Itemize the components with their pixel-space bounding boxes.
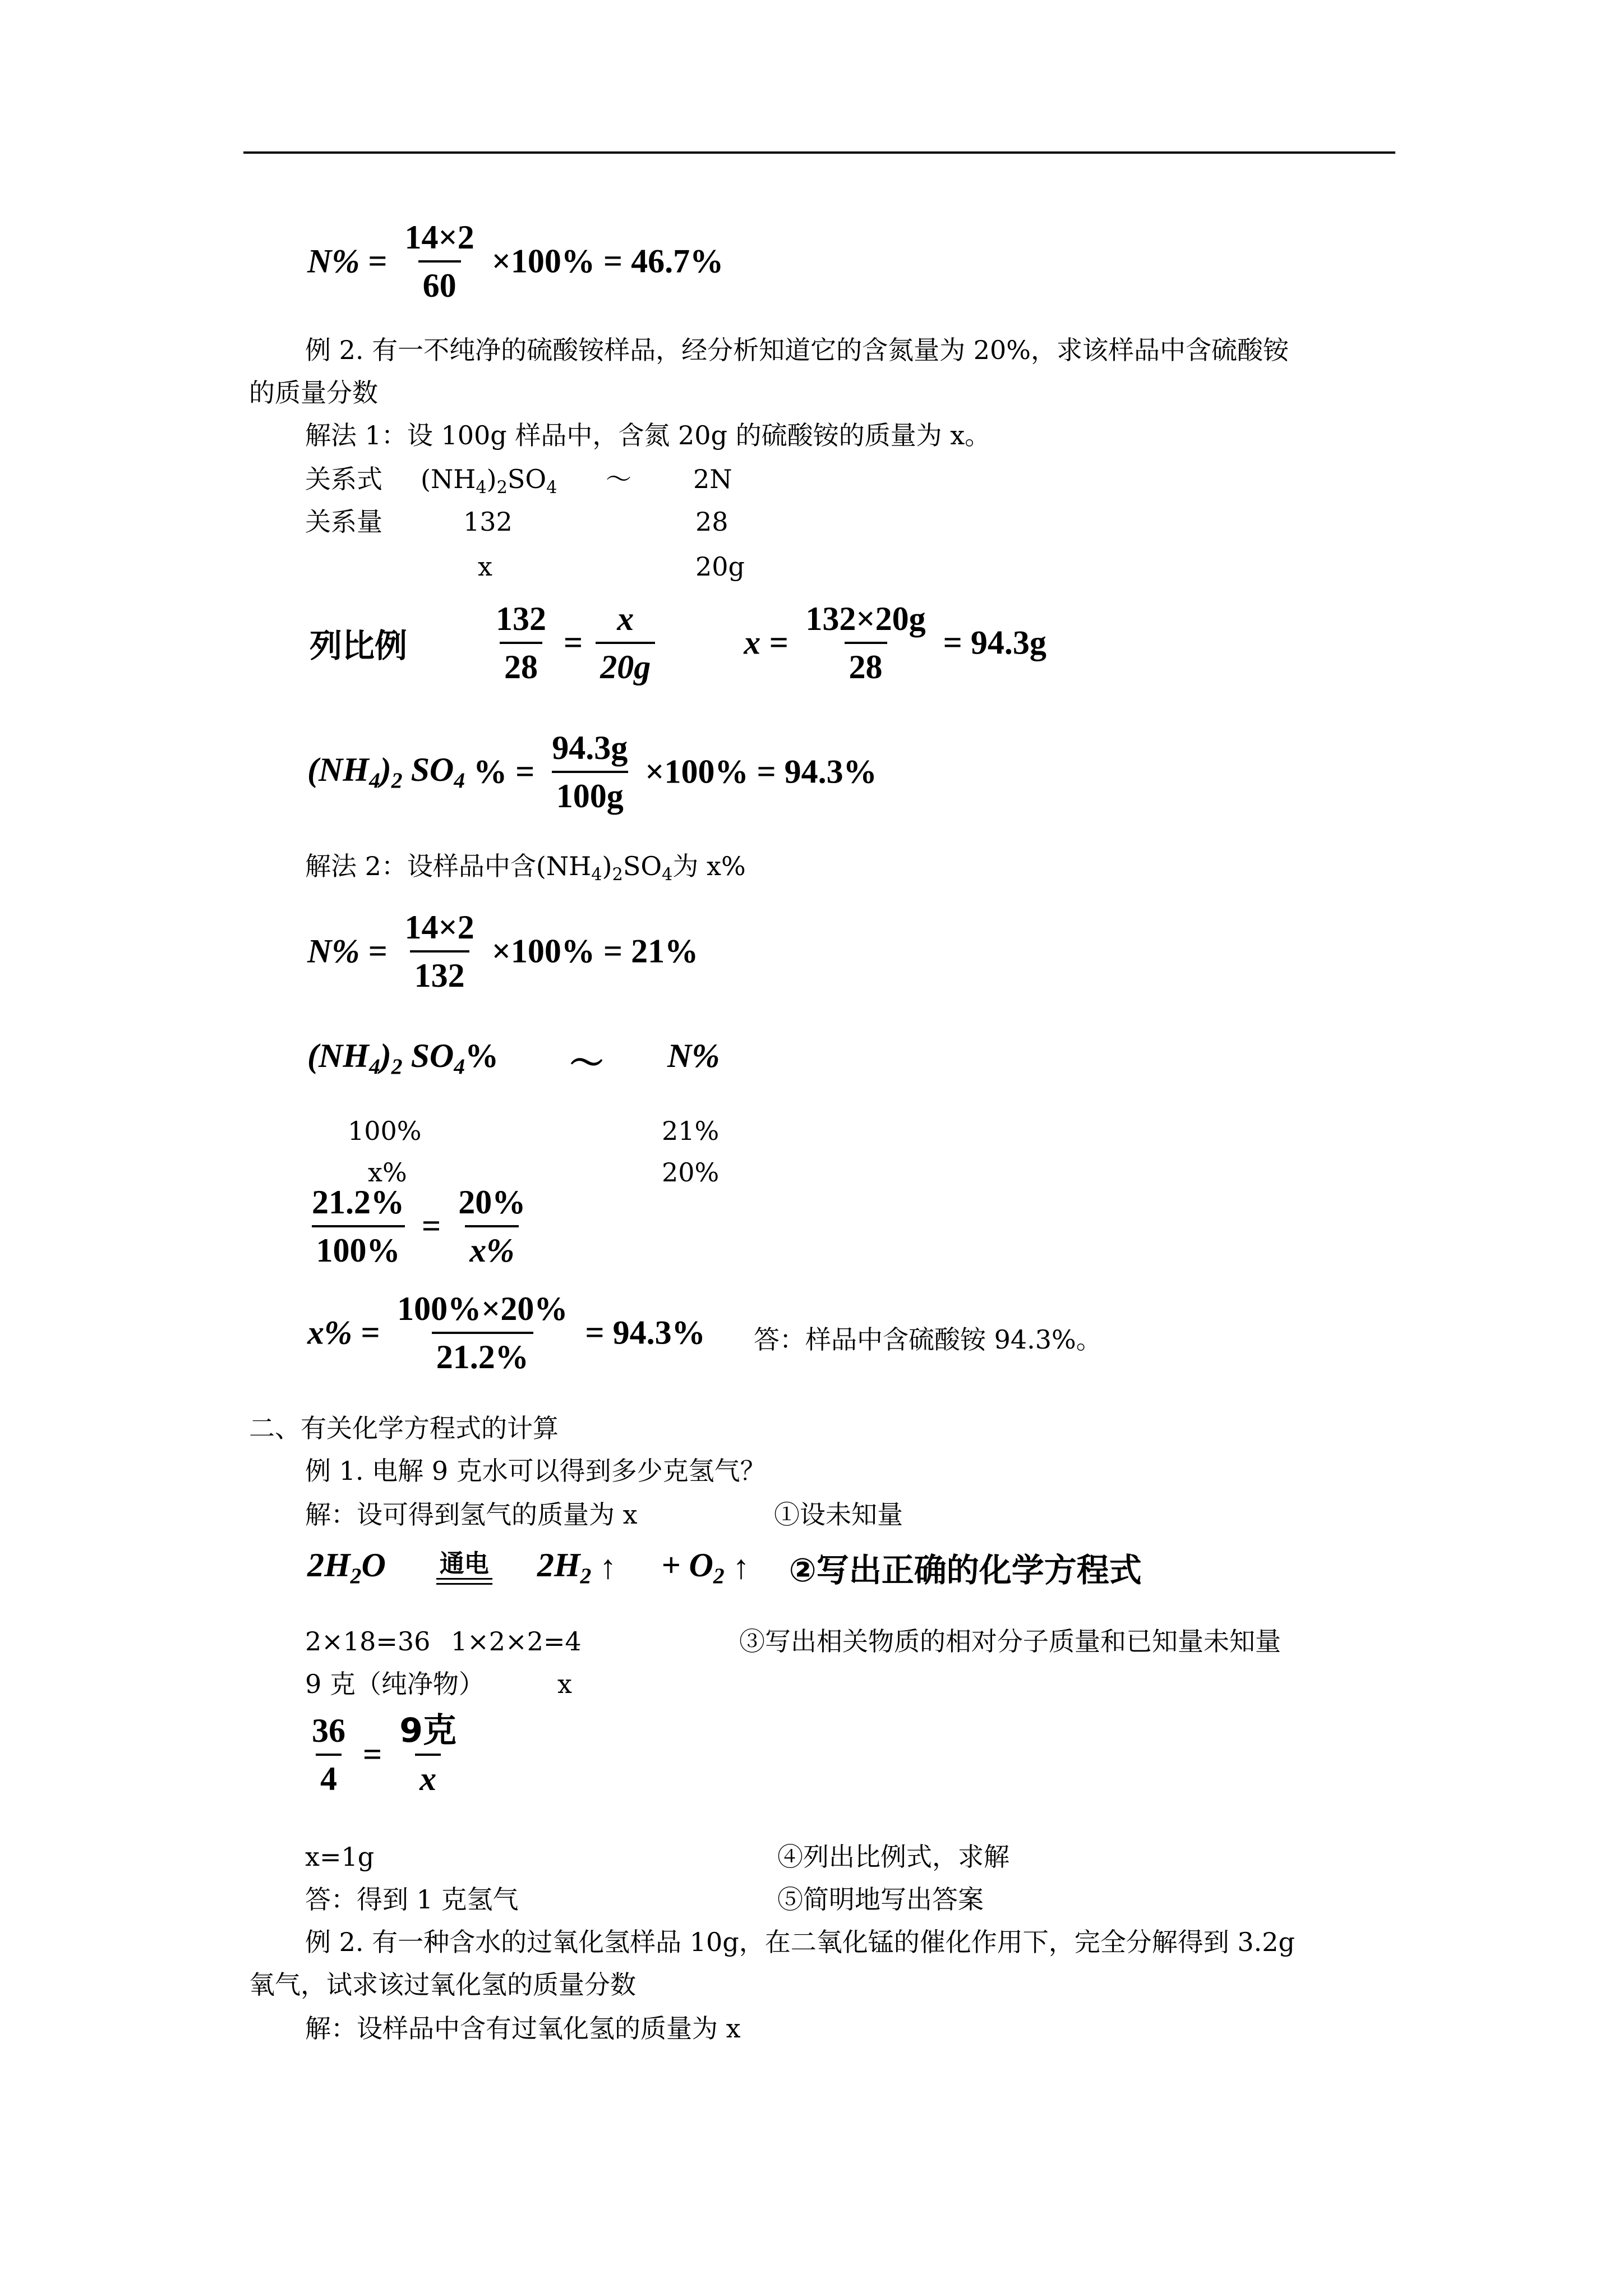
subscript: 2 — [391, 1053, 403, 1079]
formula-part: O — [361, 1547, 386, 1584]
subscript: 2 — [391, 767, 403, 793]
subscript: 4 — [546, 478, 557, 498]
fraction — [491, 600, 551, 685]
fraction — [307, 1184, 409, 1269]
formula-part: SO — [411, 1037, 454, 1074]
header-rule — [243, 151, 1395, 154]
relation-2-right: N% — [667, 1037, 720, 1074]
x-lhs: x = — [744, 624, 789, 661]
fraction-numerator: 14×2 — [404, 909, 474, 946]
fraction-denominator: 132 — [410, 950, 469, 994]
subscript: 2 — [496, 478, 508, 498]
fraction-numerator: 20% — [458, 1184, 526, 1221]
fraction — [395, 1712, 461, 1797]
formula-part: (NH — [421, 464, 476, 494]
fraction — [307, 1712, 350, 1797]
product-h2 — [537, 1547, 592, 1588]
fraction-denominator: 100% — [312, 1225, 405, 1269]
double-line — [436, 1578, 492, 1585]
example-2-line-1: 例 2. 有一不纯净的硫酸铵样品，经分析知道它的含氮量为 20%，求该样品中含硫酸铵 — [305, 335, 1289, 365]
relation-x-left: x — [478, 551, 492, 582]
subscript: 4 — [662, 865, 673, 885]
reaction-condition: 通电 — [439, 1549, 489, 1578]
fraction-denominator: 100g — [552, 771, 628, 815]
equation-nh4so4-percent — [307, 729, 877, 815]
mass-left: 2×18=36 — [305, 1626, 431, 1657]
fraction-denominator: x% — [465, 1225, 519, 1269]
formula-part: % — [465, 1037, 499, 1074]
fraction-numerator: x — [617, 600, 634, 637]
step-5-note: ⑤简明地写出答案 — [777, 1884, 984, 1915]
relation-2-row1-right: 21% — [662, 1116, 720, 1146]
text-part: SO — [623, 851, 662, 881]
proportion-3 — [303, 1712, 465, 1797]
fraction-denominator: 28 — [845, 642, 887, 685]
relation-quantity-label: 关系量 — [305, 507, 382, 537]
example-1-solution: 解：设可得到氢气的质量为 x — [305, 1499, 638, 1530]
fraction-numerator: 21.2% — [312, 1184, 404, 1221]
subscript: 2 — [713, 1563, 725, 1588]
step-1-note: ①设未知量 — [774, 1499, 903, 1530]
step-4-note: ④列出比例式，求解 — [777, 1842, 1009, 1872]
eq-rest: = 94.3% — [585, 1314, 706, 1351]
fraction-numerator: 36 — [312, 1712, 345, 1749]
product-o2 — [661, 1547, 725, 1588]
relation-quantity-right: 28 — [695, 507, 728, 537]
subscript: 4 — [368, 1053, 380, 1079]
formula-part: (NH — [307, 751, 369, 789]
eq-percent-equals: % = — [473, 753, 535, 790]
fraction-denominator: 28 — [500, 642, 542, 685]
fraction — [393, 1290, 572, 1375]
fraction-numerator: 132×20g — [805, 600, 926, 637]
eq-equals: = — [422, 1207, 441, 1245]
text-part: 解法 2：设样品中含(NH — [305, 851, 592, 881]
eq-rest: ×100% = 46.7% — [491, 242, 724, 280]
formula-part: SO — [507, 464, 547, 494]
known-right: x — [557, 1669, 572, 1699]
relation-2-row1-left: 100% — [348, 1116, 422, 1146]
example-2b-line-2: 氧气，试求该过氧化氢的质量分数 — [249, 1970, 636, 2000]
formula-part: ) — [380, 1037, 391, 1074]
relation-left — [421, 463, 557, 504]
step-2-note: ②写出正确的化学方程式 — [789, 1551, 1142, 1589]
subscript: 4 — [454, 767, 465, 793]
relation-x-right: 20g — [695, 551, 745, 582]
text-part: ) — [602, 851, 612, 881]
formula-part: 2H — [537, 1547, 580, 1584]
eq-lhs: N% = — [307, 932, 388, 970]
reaction-arrow — [436, 1550, 492, 1585]
formula-part: ) — [486, 464, 497, 494]
solution-2 — [305, 850, 746, 891]
fraction-numerator: 9克 — [399, 1711, 457, 1750]
step-3-note: ③写出相关物质的相对分子质量和已知量未知量 — [739, 1626, 1281, 1657]
fraction-numerator: 94.3g — [552, 729, 628, 766]
formula-part: SO — [411, 751, 454, 789]
relation-label: 关系式 — [305, 464, 382, 494]
answer-2: 答：样品中含硫酸铵 94.3%。 — [754, 1324, 1102, 1355]
section-2-heading: 二、有关化学方程式的计算 — [249, 1413, 559, 1443]
relation-quantity-left: 132 — [463, 507, 513, 537]
eq-lhs — [307, 751, 465, 793]
eq-equals: = — [363, 1736, 382, 1773]
example-2b-solution: 解：设样品中含有过氧化氢的质量为 x — [305, 2013, 741, 2044]
fraction — [454, 1184, 530, 1269]
subscript: 4 — [476, 478, 487, 498]
subscript: 2 — [612, 865, 623, 885]
eq-rest: ×100% = 21% — [491, 932, 699, 970]
formula-part: + O — [661, 1547, 713, 1584]
example-2b-line-1: 例 2. 有一种含水的过氧化氢样品 10g，在二氧化锰的催化作用下，完全分解得到 3.2g — [305, 1927, 1295, 1957]
equation-n-percent — [307, 219, 723, 304]
gas-arrow-icon: ↑ — [600, 1548, 617, 1586]
fraction — [400, 909, 479, 994]
subscript: 2 — [350, 1563, 362, 1588]
x-result: x=1g — [305, 1842, 375, 1872]
relation-2-row2-left: x% — [368, 1157, 407, 1188]
fraction-denominator: 20g — [596, 642, 655, 685]
proportion-label: 列比例 — [310, 627, 408, 665]
formula-part: 2H — [307, 1547, 351, 1584]
subscript: 4 — [591, 865, 602, 885]
relation-2-row2-right: 20% — [662, 1157, 720, 1188]
answer-hydrogen: 答：得到 1 克氢气 — [305, 1884, 519, 1915]
eq-lhs: N% — [307, 242, 360, 280]
formula-part: ) — [380, 751, 391, 789]
proportion-2 — [303, 1184, 534, 1269]
relation-tilde: ～ — [606, 464, 631, 494]
fraction — [547, 729, 632, 815]
equation-n-21 — [307, 909, 698, 994]
example-2-line-2: 的质量分数 — [249, 378, 378, 408]
equation-x-percent — [307, 1290, 706, 1375]
fraction — [596, 600, 655, 685]
gas-arrow-icon: ↑ — [732, 1548, 750, 1586]
relation-2-left — [307, 1037, 499, 1079]
fraction-numerator: 100%×20% — [397, 1290, 568, 1327]
formula-part: (NH — [307, 1037, 369, 1074]
subscript: 4 — [368, 767, 380, 793]
reactant — [307, 1547, 386, 1588]
fraction-denominator: x — [415, 1754, 441, 1797]
solution-1: 解法 1：设 100g 样品中，含氮 20g 的硫酸铵的质量为 x。 — [305, 420, 991, 450]
eq-rest: ×100% = 94.3% — [645, 753, 877, 790]
eq-equals: = — [368, 242, 388, 280]
relation-2-tilde: ～ — [570, 1045, 603, 1082]
subscript: 2 — [580, 1563, 592, 1588]
eq-result: = 94.3g — [943, 624, 1046, 661]
fraction-denominator: 60 — [418, 260, 461, 304]
eq-equals: = — [564, 624, 583, 661]
fraction-denominator: 21.2% — [432, 1332, 533, 1375]
fraction-numerator: 132 — [496, 600, 547, 637]
subscript: 4 — [454, 1053, 465, 1079]
mass-right: 1×2×2=4 — [451, 1626, 582, 1657]
reaction-equation — [307, 1544, 1142, 1591]
fraction-numerator: 14×2 — [404, 219, 474, 256]
fraction — [400, 219, 479, 304]
relation-right: 2N — [693, 464, 732, 494]
fraction-denominator: 4 — [316, 1754, 342, 1797]
eq-lhs: x% = — [307, 1314, 380, 1351]
proportion-row — [310, 600, 1046, 685]
known-left: 9 克（纯净物） — [305, 1669, 485, 1699]
example-1: 例 1. 电解 9 克水可以得到多少克氢气？ — [305, 1456, 766, 1486]
text-part: 为 x% — [672, 851, 746, 881]
fraction — [801, 600, 930, 685]
